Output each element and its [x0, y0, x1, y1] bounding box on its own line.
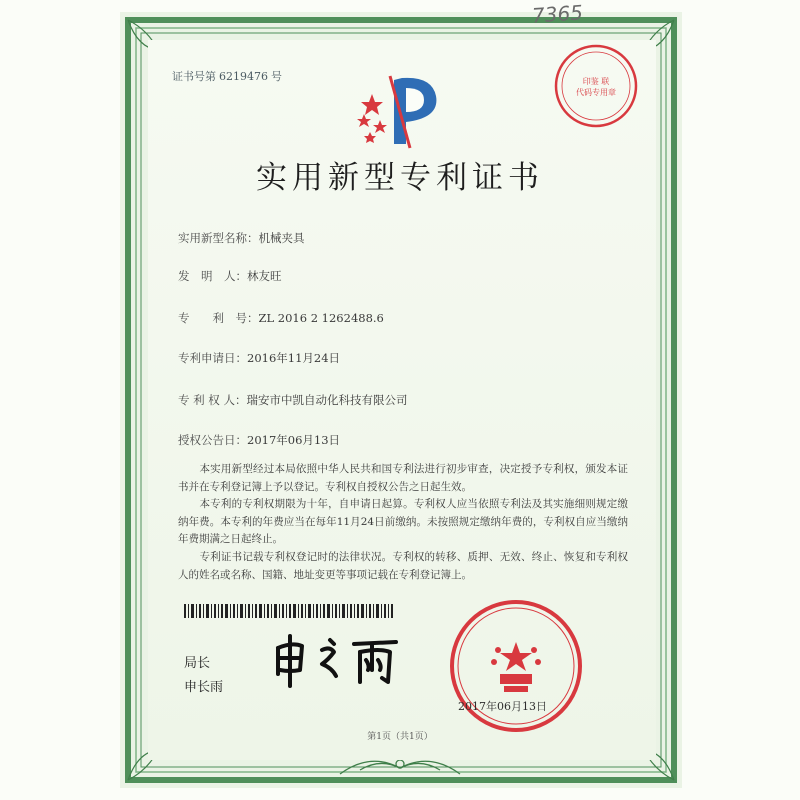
director-title: 局长	[184, 656, 211, 671]
field-label: 发 明 人：	[178, 269, 247, 283]
field-patentee	[178, 392, 407, 408]
field-label: 实用新型名称：	[178, 231, 259, 245]
field-application-date	[178, 350, 340, 366]
field-value: 2017年06月13日	[247, 433, 341, 447]
certificate-number-label: 证书号第	[172, 70, 216, 83]
patent-office-emblem-icon	[350, 72, 450, 152]
director-name: 申长雨	[184, 680, 224, 695]
seal-date: 2017年06月13日	[458, 700, 547, 713]
field-value: 林友旺	[247, 269, 282, 283]
field-label: 专利申请日：	[178, 351, 247, 365]
director-signature	[272, 630, 402, 690]
body-paragraph-2: 本专利的专利权期限为十年，自申请日起算。专利权人应当依照专利法及其实施细则规定缴纳年费。本专利的年费应当在每年11月24日前缴纳。未按照规定缴纳年费的，专利权自应当缴纳年费期满之日起终止。	[178, 498, 628, 546]
svg-text:代码专用章: 代码专用章	[576, 88, 616, 97]
body-paragraph-1: 本实用新型经过本局依照中华人民共和国专利法进行初步审查，决定授予专利权，颁发本证书并在专利登记簿上予以登记。专利权自授权公告之日起生效。	[178, 463, 628, 493]
field-utility-model-name	[178, 230, 305, 246]
field-inventor	[178, 268, 282, 284]
certificate-number-value: 6219476	[219, 70, 268, 83]
body-paragraph-3: 专利证书记载专利权登记时的法律状况。专利权的转移、质押、无效、终止、恢复和专利权人的姓名或名称、国籍、地址变更等事项记载在专利登记簿上。	[178, 551, 628, 581]
barcode-icon	[184, 604, 394, 618]
field-grant-date	[178, 432, 340, 448]
field-label: 专 利 号：	[178, 311, 259, 325]
field-label: 授权公告日：	[178, 433, 247, 447]
svg-text:印鉴 联: 印鉴 联	[582, 77, 610, 86]
field-value: 2016年11月24日	[247, 351, 341, 365]
certificate-title: 实用新型专利证书	[256, 160, 544, 196]
agency-seal-icon	[550, 40, 642, 132]
field-value: 瑞安市中凯自动化科技有限公司	[246, 393, 408, 407]
field-label: 专 利 权 人：	[178, 393, 247, 407]
certificate-number	[172, 68, 285, 84]
field-value: ZL 2016 2 1262488.6	[258, 311, 384, 325]
page-footer: 第1页（共1页）	[367, 732, 433, 742]
certificate-number-suffix: 号	[271, 70, 282, 83]
field-patent-number	[178, 310, 384, 326]
handwritten-number: 7365	[531, 0, 584, 28]
field-value: 机械夹具	[258, 231, 305, 245]
